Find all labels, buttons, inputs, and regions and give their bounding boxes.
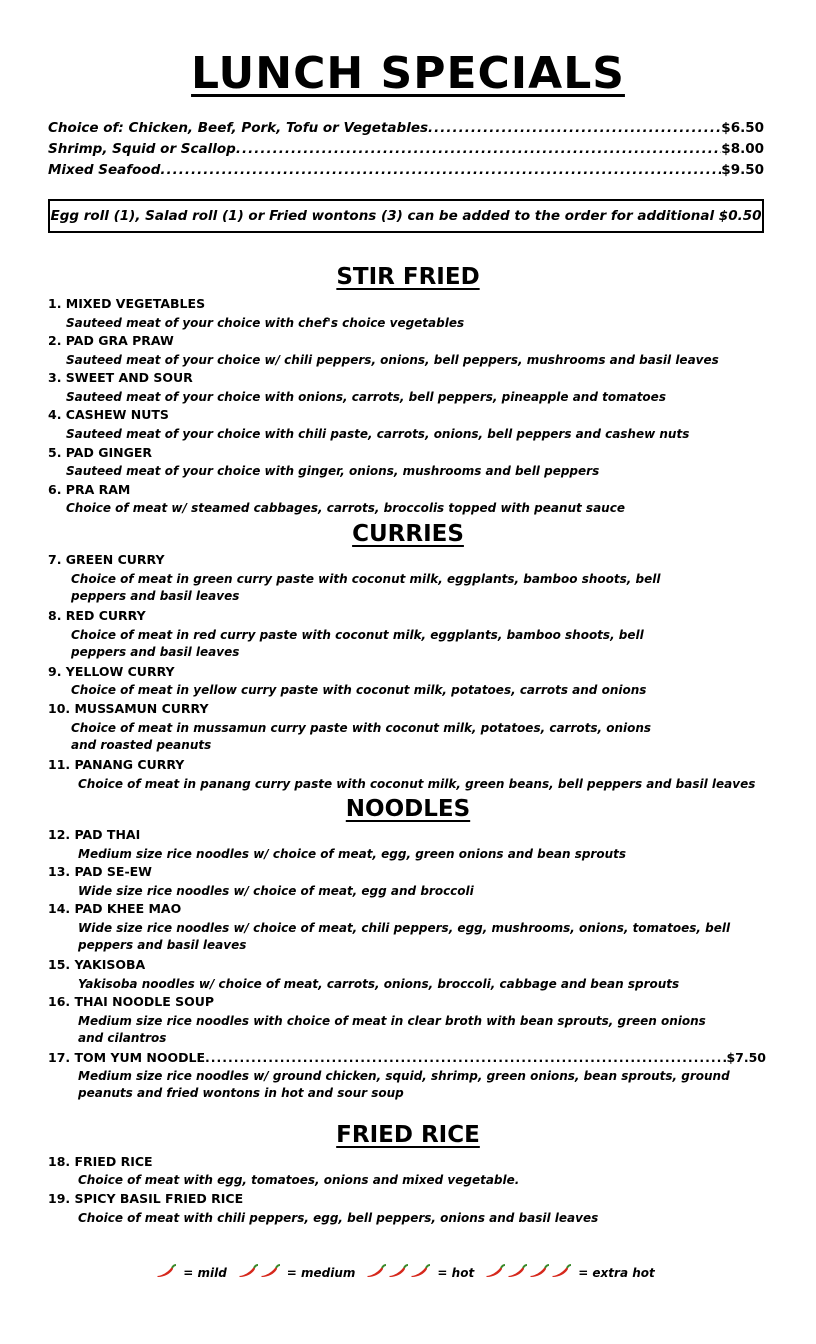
price-option-label: Choice of: Chicken, Beef, Pork, Tofu or Vegetables [48,120,429,136]
page-title: LUNCH SPECIALS [191,48,625,99]
menu-item-desc: Choice of meat with egg, tomatoes, onions and mixed vegetable. [78,1173,520,1187]
spice-hot [365,1264,431,1281]
price-option-value: $8.00 [721,141,764,157]
chili-pepper-icon [237,1264,259,1278]
spice-label: = medium [286,1265,356,1280]
section-heading-fried-rice: FRIED RICE [336,1122,480,1148]
chili-pepper-icon [484,1264,506,1278]
dot-leader [236,141,721,157]
menu-item-desc: Medium size rice noodles w/ choice of meat, egg, green onions and bean sprouts [78,847,627,861]
menu-item-desc: Wide size rice noodles w/ choice of meat, chili peppers, egg, mushrooms, onions, tomatoes, bell peppers and basil leaves [78,921,731,952]
price-option-value: $6.50 [721,120,764,136]
menu-item-desc: Sauteed meat of your choice with onions, carrots, bell peppers, pineapple and tomatoes [66,390,666,404]
menu-item-name: 1. MIXED VEGETABLES [48,296,206,311]
menu-item-name: 12. PAD THAI [48,827,141,842]
pepper-icons [237,1267,281,1281]
chili-pepper-icon [155,1264,177,1278]
price-option-label: Mixed Seafood [48,162,161,178]
menu-item-desc: Choice of meat with chili peppers, egg, bell peppers, onions and basil leaves [78,1211,599,1225]
menu-item-desc: Sauteed meat of your choice with ginger, onions, mushrooms and bell peppers [66,464,600,478]
menu-item-desc: Medium size rice noodles with choice of meat in clear broth with bean sprouts, green onions and cilantros [78,1014,706,1045]
spice-extra-hot [484,1264,572,1281]
menu-item-desc: Choice of meat in mussamun curry paste with coconut milk, potatoes, carrots, onions and roasted peanuts [71,721,652,752]
menu-item-desc: Choice of meat w/ steamed cabbages, carrots, broccolis topped with peanut sauce [66,501,625,515]
menu-item-name: 3. SWEET AND SOUR [48,370,193,385]
menu-item-desc: Sauteed meat of your choice with chili paste, carrots, onions, bell peppers and cashew nuts [66,427,690,441]
price-option-basic [48,120,764,136]
menu-item-name: 17. TOM YUM NOODLE [48,1050,206,1065]
menu-item-desc: Choice of meat in yellow curry paste with coconut milk, potatoes, carrots and onions [71,683,647,697]
menu-item-name: 5. PAD GINGER [48,445,153,460]
menu-item-name: 13. PAD SE-EW [48,864,152,879]
pepper-icons [155,1267,177,1281]
menu-item-name: 4. CASHEW NUTS [48,407,169,422]
chili-pepper-icon [528,1264,550,1278]
menu-item-desc: Choice of meat in red curry paste with coconut milk, eggplants, bamboo shoots, bell peppers and basil leaves [71,628,644,659]
menu-item-name: 10. MUSSAMUN CURRY [48,701,209,716]
spice-mild [155,1264,177,1281]
chili-pepper-icon [387,1264,409,1278]
menu-item-name: 16. THAI NOODLE SOUP [48,994,215,1009]
menu-item-name: 19. SPICY BASIL FRIED RICE [48,1191,244,1206]
chili-pepper-icon [550,1264,572,1278]
menu-item-name: 18. FRIED RICE [48,1154,153,1169]
menu-item-name: 11. PANANG CURRY [48,757,185,772]
menu-item-name: 6. PRA RAM [48,482,131,497]
spice-medium [237,1264,281,1281]
section-heading-stir-fried: STIR FRIED [336,264,480,290]
menu-item-desc: Choice of meat in panang curry paste with coconut milk, green beans, bell peppers and basil leaves [78,777,756,791]
spice-legend [0,1264,816,1281]
chili-pepper-icon [365,1264,387,1278]
menu-item-name: 8. RED CURRY [48,608,146,623]
menu-item-name: 7. GREEN CURRY [48,552,165,567]
menu-item-desc: Medium size rice noodles w/ ground chicken, squid, shrimp, green onions, bean sprouts, ground peanuts and fried wontons in hot and sour soup [78,1069,730,1100]
menu-item-desc: Sauteed meat of your choice with chef's choice vegetables [66,316,465,330]
section-heading-curries: CURRIES [352,521,464,547]
pepper-icons [365,1267,431,1281]
spice-label: = hot [437,1265,475,1280]
section-heading-noodles: NOODLES [345,796,471,822]
menu-item-tom-yum [48,1050,766,1065]
menu-item-name: 15. YAKISOBA [48,957,146,972]
menu-item-desc: Yakisoba noodles w/ choice of meat, carrots, onions, broccoli, cabbage and bean sprouts [78,977,680,991]
chili-pepper-icon [259,1264,281,1278]
addon-note-box [48,199,764,233]
chili-pepper-icon [409,1264,431,1278]
price-option-seafood [48,162,764,178]
menu-item-name: 14. PAD KHEE MAO [48,901,182,916]
dot-leader [205,1050,726,1065]
price-option-shrimp [48,141,764,157]
menu-item-desc: Wide size rice noodles w/ choice of meat, egg and broccoli [78,884,474,898]
menu-item-name: 2. PAD GRA PRAW [48,333,174,348]
menu-item-price: $7.50 [726,1050,766,1065]
price-option-value: $9.50 [721,162,764,178]
dot-leader [160,162,721,178]
menu-item-desc: Choice of meat in green curry paste with coconut milk, eggplants, bamboo shoots, bell peppers and basil leaves [71,572,661,603]
addon-note: Egg roll (1), Salad roll (1) or Fried wontons (3) can be added to the order for additional $0.50 [50,208,762,224]
menu-item-desc: Sauteed meat of your choice w/ chili peppers, onions, bell peppers, mushrooms and basil leaves [66,353,719,367]
chili-pepper-icon [506,1264,528,1278]
spice-label: = extra hot [578,1265,655,1280]
price-option-label: Shrimp, Squid or Scallop [48,141,236,157]
dot-leader [428,120,721,136]
pepper-icons [484,1267,572,1281]
spice-label: = mild [183,1265,227,1280]
menu-item-name: 9. YELLOW CURRY [48,664,175,679]
